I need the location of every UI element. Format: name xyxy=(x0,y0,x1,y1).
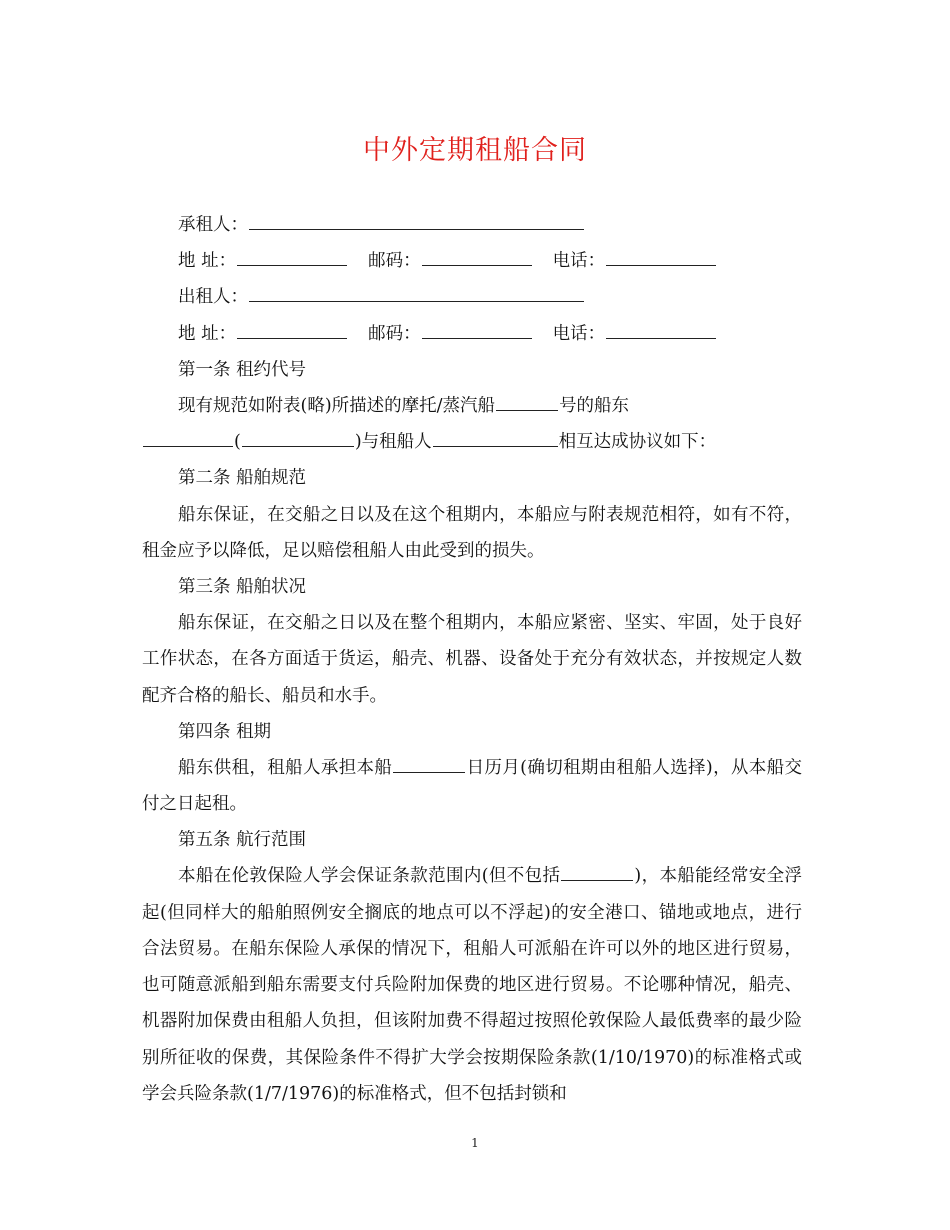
article3-heading: 第三条 船舶状况 xyxy=(178,576,307,597)
shipowner-blank xyxy=(143,445,233,447)
lessee-phone-blank xyxy=(606,264,716,266)
lessee-postcode-blank xyxy=(422,264,532,266)
article1-line1 xyxy=(142,388,802,424)
article1-heading: 第一条 租约代号 xyxy=(178,359,307,380)
article1-line2 xyxy=(142,424,802,460)
page-number: 1 xyxy=(471,1136,479,1150)
article1-text-e: 相互达成协议如下： xyxy=(558,432,717,453)
lessor-contact-line xyxy=(142,316,802,352)
article1-text-a: 现有规范如附表(略)所描述的摩托/蒸汽船 xyxy=(178,395,496,416)
article4-text xyxy=(142,750,802,822)
excluded-area-blank xyxy=(561,879,633,881)
lessor-address-blank xyxy=(237,337,347,339)
lessee-label: 承租人： xyxy=(178,215,248,235)
lessor-blank xyxy=(249,300,584,302)
lessee-blank xyxy=(249,228,584,230)
article5-text xyxy=(142,858,802,1111)
lessor-label: 出租人： xyxy=(178,287,248,308)
lessee-address-blank xyxy=(237,264,347,266)
article4-heading: 第四条 租期 xyxy=(178,721,272,742)
document-title: 中外定期租船合同 xyxy=(363,135,587,166)
lessor-line xyxy=(142,279,802,315)
article1-text-c: ( xyxy=(234,432,241,453)
lessee-line xyxy=(142,207,802,243)
article1-text-d: )与租船人 xyxy=(354,432,432,453)
article3-text: 船东保证，在交船之日以及在整个租期内，本船应紧密、坚实、牢固，处于良好工作状态，在各方面适于货运，船壳、机器、设备处于充分有效状态，并按规定人数配齐合格的船长、船员和水手。 xyxy=(142,613,802,706)
charterer-blank xyxy=(433,445,558,447)
lessee-postcode-label: 邮码： xyxy=(368,251,421,272)
contract-body xyxy=(142,207,802,1112)
article2-text: 船东保证，在交船之日以及在这个租期内，本船应与附表规范相符，如有不符，租金应予以降低，足以赔偿租船人由此受到的损失。 xyxy=(142,504,802,561)
article5-text-b: )，本船能经常安全浮起(但同样大的船舶照例安全搁底的地点可以不浮起)的安全港口、锚地或地点，进行合法贸易。在船东保险人承保的情况下，租船人可派船在许可以外的地区进行贸易，也可随意派船到船东需要支付兵险附加保费的地区进行贸易。不论哪种情况，船壳、机器附加保费由租船人负担，但该附加费不得超过按照伦敦保险人最低费率的最少险别所征收的保费，其保险条件不得扩大学会按期保险条款(1/10/1970)的标准格式或学会兵险条款(1/7/1976)的标准格式，但不包括封锁和 xyxy=(142,866,803,1104)
months-blank xyxy=(393,771,465,773)
lessor-postcode-label: 邮码： xyxy=(368,323,421,344)
lessee-address-label: 地 址： xyxy=(178,251,237,272)
shipowner-extra-blank xyxy=(242,445,354,447)
article2-heading: 第二条 船舶规范 xyxy=(178,468,307,489)
article5-text-a: 本船在伦敦保险人学会保证条款范围内(但不包括 xyxy=(178,866,561,887)
article5-heading: 第五条 航行范围 xyxy=(178,830,307,851)
article1-text-b: 号的船东 xyxy=(559,395,630,416)
lessor-address-label: 地 址： xyxy=(178,323,237,344)
article4-text-a: 船东供租，租船人承担本船 xyxy=(178,757,393,778)
article4-text-b: 日历月(确切租期由租船人选择)，从本船交付之日起租。 xyxy=(142,757,803,815)
lessee-phone-label: 电话： xyxy=(552,251,606,272)
lessor-postcode-blank xyxy=(422,337,532,339)
lessor-phone-blank xyxy=(606,337,716,339)
lessee-contact-line xyxy=(142,243,802,279)
ship-number-blank xyxy=(496,409,558,411)
lessor-phone-label: 电话： xyxy=(552,323,606,344)
